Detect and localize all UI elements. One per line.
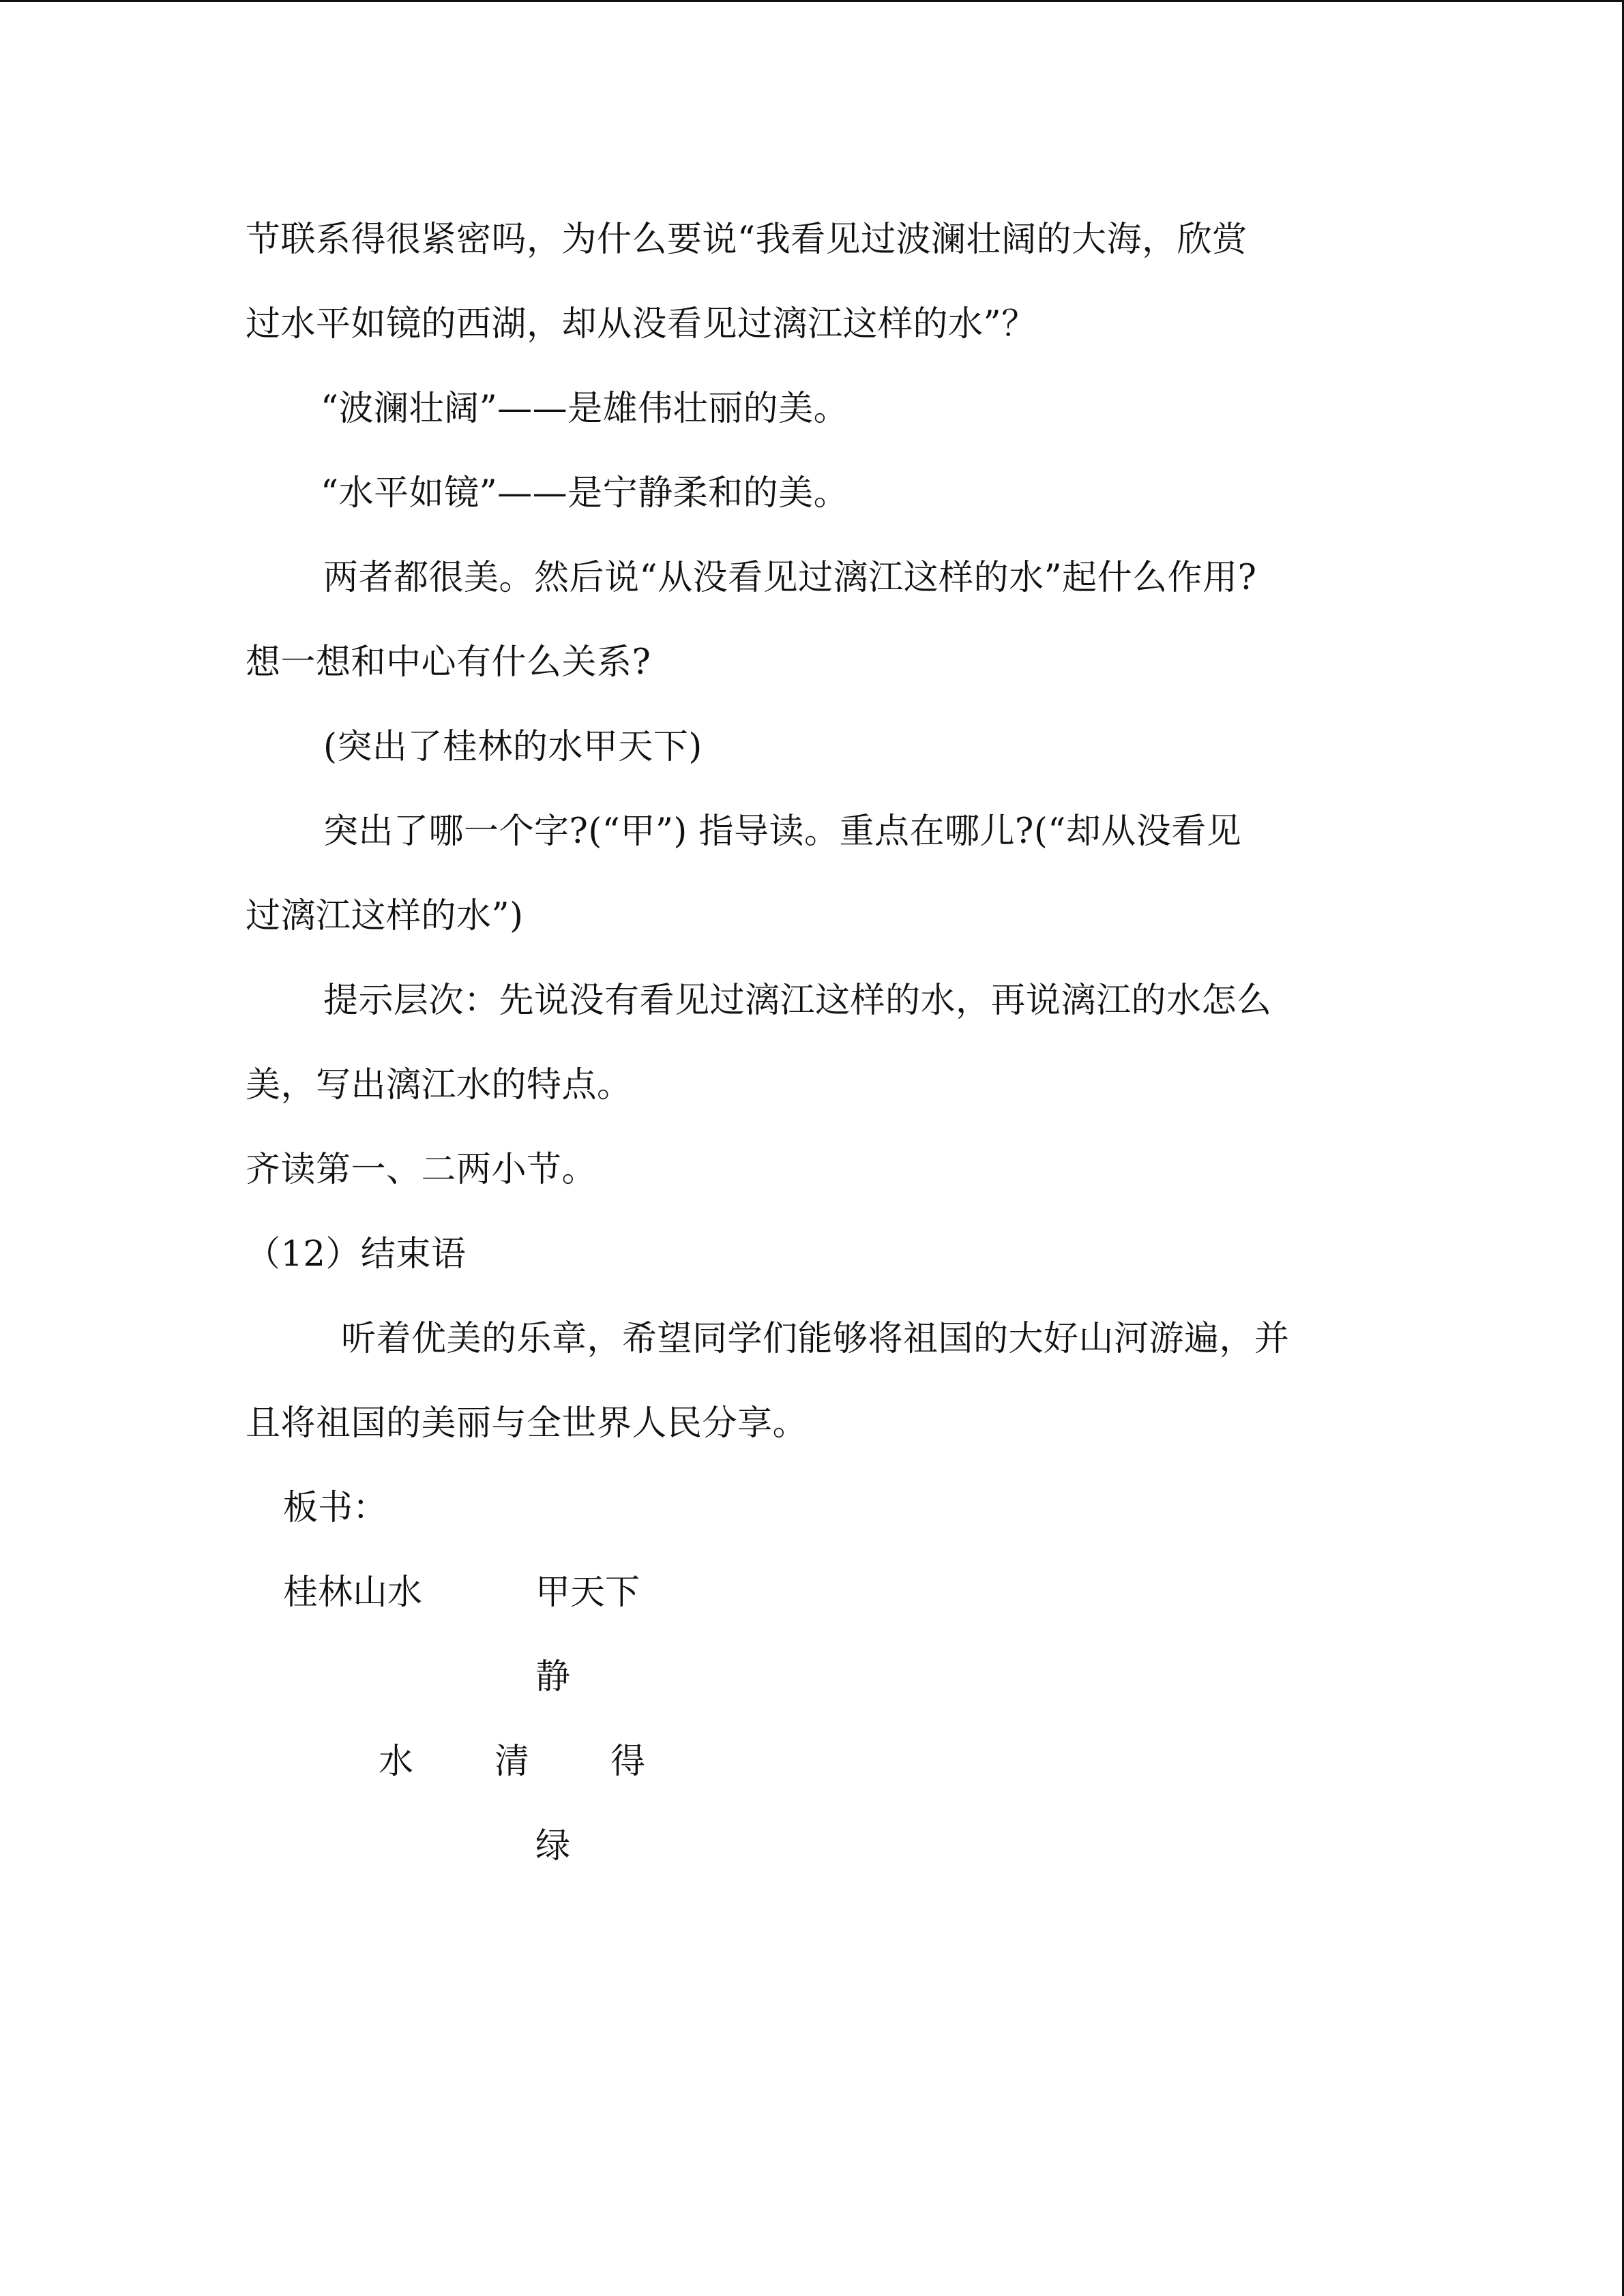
- board-jia-tian-xia: 甲天下: [535, 1572, 640, 1613]
- paragraph-line-15: 且将祖国的美丽与全世界人民分享。: [246, 1403, 808, 1444]
- paragraph-line-5: 两者都很美。然后说“从没看见过漓江这样的水”起什么作用?: [323, 558, 1257, 598]
- paragraph-line-2: 过水平如镜的西湖，却从没看见过漓江这样的水”？: [246, 304, 1037, 344]
- board-jing: 静: [535, 1657, 571, 1697]
- paragraph-line-12: 齐读第一、二两小节。: [246, 1150, 597, 1190]
- paragraph-line-11: 美，写出漓江水的特点。: [246, 1065, 632, 1105]
- board-lv: 绿: [535, 1826, 571, 1866]
- paragraph-line-4: “水平如镜”——是宁静柔和的美。: [321, 473, 849, 513]
- board-label: 板书：: [283, 1488, 388, 1528]
- paragraph-line-1: 节联系得很紧密吗，为什么要说“我看见过波澜壮阔的大海，欣赏: [246, 220, 1247, 260]
- paragraph-line-6: 想一想和中心有什么关系?: [246, 642, 651, 683]
- board-shui: 水: [379, 1742, 414, 1782]
- board-title: 桂林山水: [283, 1572, 423, 1613]
- paragraph-line-9: 过漓江这样的水”): [246, 896, 524, 936]
- paragraph-line-7: (突出了桂林的水甲天下): [323, 727, 703, 767]
- paragraph-line-3: “波澜壮阔”——是雄伟壮丽的美。: [321, 389, 849, 429]
- page-border-top: [0, 0, 1624, 2]
- section-heading: （12）结束语: [246, 1234, 467, 1274]
- board-qing: 清: [494, 1742, 530, 1782]
- paragraph-line-10: 提示层次：先说没有看见过漓江这样的水，再说漓江的水怎么: [323, 981, 1272, 1021]
- board-de: 得: [610, 1742, 646, 1782]
- paragraph-line-8: 突出了哪一个字?(“甲”) 指导读。重点在哪儿?(“却从没看见: [323, 811, 1242, 852]
- paragraph-line-14: 听着优美的乐章，希望同学们能够将祖国的大好山河游遍，并: [341, 1319, 1290, 1359]
